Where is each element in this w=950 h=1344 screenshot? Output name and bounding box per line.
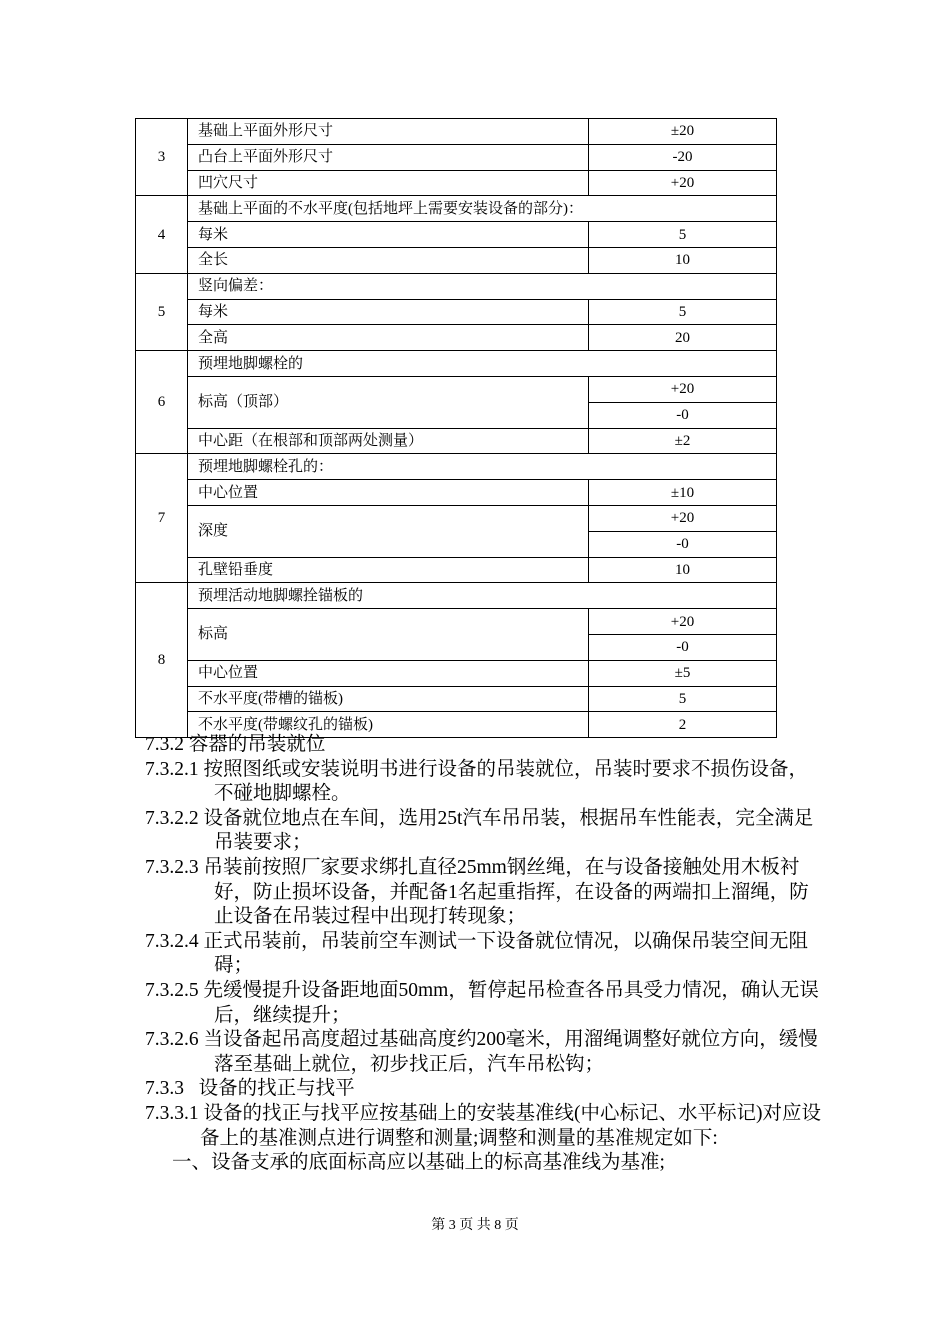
row-number: 3: [136, 119, 188, 196]
table-row: [136, 376, 777, 402]
table-row: [136, 686, 777, 712]
item-label: 预埋地脚螺栓的: [188, 351, 777, 377]
tolerance-value: ±2: [589, 428, 777, 454]
list-item-1: 一、设备支承的底面标高应以基础上的标高基准线为基准;: [172, 1152, 665, 1174]
page-footer: 第 3 页 共 8 页: [431, 1218, 519, 1233]
tolerance-value: 5: [589, 299, 777, 325]
body-text: [145, 733, 825, 1176]
para-7-3-2-3: 7.3.2.3 吊装前按照厂家要求绑扎直径25mm钢丝绳，在与设备接触处用木板衬好，防止损坏设备，并配备1名起重指挥，在设备的两端扣上溜绳，防止设备在吊装过程中出现打转现象；: [145, 856, 809, 928]
row-number: 8: [136, 583, 188, 738]
para-7-3-2-4: 7.3.2.4 正式吊装前，吊装前空车测试一下设备就位情况，以确保吊装空间无阻碍；: [145, 930, 809, 977]
table-row: [136, 119, 777, 145]
table-row: [136, 325, 777, 351]
tolerance-value: +20: [589, 376, 777, 402]
tolerance-value: 5: [589, 222, 777, 248]
para-7-3-2-5: 7.3.2.5 先缓慢提升设备距地面50mm，暂停起吊检查各吊具受力情况，确认无误后，继续提升；: [145, 979, 819, 1026]
item-label: 凹穴尺寸: [188, 170, 589, 196]
para-7-3-2-1: 7.3.2.1 按照图纸或安装说明书进行设备的吊装就位，吊装时要求不损伤设备，不碰地脚螺栓。: [145, 758, 809, 805]
table-row: [136, 144, 777, 170]
item-label: 中心距（在根部和顶部两处测量）: [188, 428, 589, 454]
tolerance-value: 5: [589, 686, 777, 712]
tolerance-value: 10: [589, 247, 777, 273]
table-row: [136, 222, 777, 248]
item-label: 中心位置: [188, 660, 589, 686]
item-label: 基础上平面外形尺寸: [188, 119, 589, 145]
tolerance-value: +20: [589, 505, 777, 531]
tolerance-value: -0: [589, 402, 777, 428]
item-label: 中心位置: [188, 480, 589, 506]
table-row: [136, 583, 777, 609]
table-row: [136, 273, 777, 299]
para-7-3-2-2: 7.3.2.2 设备就位地点在车间，选用25t汽车吊吊装，根据吊车性能表，完全满足吊装要求；: [145, 807, 814, 854]
row-number: 6: [136, 351, 188, 454]
section-heading-7-3-2: 7.3.2 容器的吊装就位: [145, 734, 326, 755]
table-row: [136, 505, 777, 531]
para-7-3-2-6: 7.3.2.6 当设备起吊高度超过基础高度约200毫米，用溜绳调整好就位方向，缓慢落至基础上就位，初步找正后，汽车吊松钩；: [145, 1029, 818, 1075]
table-row: [136, 351, 777, 377]
row-number: 4: [136, 196, 188, 273]
item-label: 标高（顶部）: [188, 376, 589, 428]
table-row: [136, 454, 777, 480]
item-label: 预埋地脚螺栓孔的：: [188, 454, 777, 480]
tolerance-value: 20: [589, 325, 777, 351]
section-heading-7-3-3: 7.3.3 设备的找正与找平: [145, 1078, 355, 1100]
table-row: [136, 480, 777, 506]
table-row: [136, 609, 777, 635]
tolerance-table: [135, 118, 777, 738]
item-label: 不水平度(带槽的锚板): [188, 686, 589, 712]
item-label: 不水平度(带螺纹孔的锚板): [188, 712, 589, 738]
table-row: [136, 660, 777, 686]
table-row: [136, 196, 777, 222]
item-label: 深度: [188, 505, 589, 557]
table-row: [136, 299, 777, 325]
tolerance-value: +20: [589, 170, 777, 196]
table-row: [136, 247, 777, 273]
item-label: 凸台上平面外形尺寸: [188, 144, 589, 170]
para-7-3-3-1: 7.3.3.1 设备的找正与找平应按基础上的安装基准线(中心标记、水平标记)对应设备上的基准测点进行调整和测量;调整和测量的基准规定如下:: [145, 1102, 821, 1149]
row-number: 5: [136, 273, 188, 350]
item-label: 竖向偏差：: [188, 273, 777, 299]
item-label: 全高: [188, 325, 589, 351]
tolerance-value: -20: [589, 144, 777, 170]
item-label: 全长: [188, 247, 589, 273]
table-row: [136, 428, 777, 454]
item-label: 每米: [188, 222, 589, 248]
tolerance-value: ±20: [589, 119, 777, 145]
tolerance-value: -0: [589, 531, 777, 557]
item-label: 预埋活动地脚螺拴锚板的: [188, 583, 777, 609]
table-row: [136, 170, 777, 196]
tolerance-value: 10: [589, 557, 777, 583]
tolerance-value: ±10: [589, 480, 777, 506]
item-label: 孔壁铅垂度: [188, 557, 589, 583]
tolerance-value: -0: [589, 634, 777, 660]
item-label: 基础上平面的不水平度(包括地坪上需要安装设备的部分)：: [188, 196, 777, 222]
item-label: 每米: [188, 299, 589, 325]
tolerance-value: 2: [589, 712, 777, 738]
tolerance-value: ±5: [589, 660, 777, 686]
item-label: 标高: [188, 609, 589, 661]
table-row: [136, 557, 777, 583]
tolerance-value: +20: [589, 609, 777, 635]
row-number: 7: [136, 454, 188, 583]
